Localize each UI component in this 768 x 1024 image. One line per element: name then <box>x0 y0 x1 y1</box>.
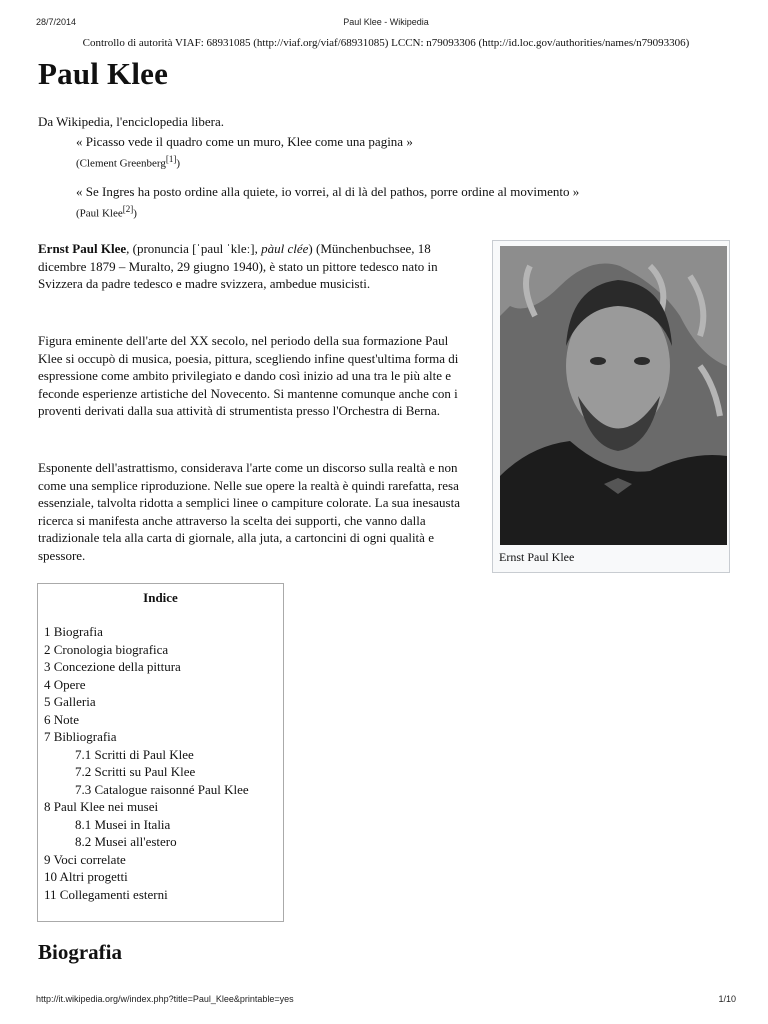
toc-item[interactable]: 11 Collegamenti esterni <box>44 886 168 902</box>
reference-link[interactable]: [1] <box>165 154 177 164</box>
toc-subitem[interactable]: 7.2 Scritti su Paul Klee <box>75 764 196 779</box>
page-title: Paul Klee <box>38 56 169 91</box>
portrait-thumbnail <box>492 240 730 573</box>
print-page-title: Paul Klee - Wikipedia <box>343 17 429 27</box>
from-wikipedia: Da Wikipedia, l'enciclopedia libera. <box>38 114 225 129</box>
authority-control[interactable]: Controllo di autorità VIAF: 68931085 (http://viaf.org/viaf/68931085) LCCN: n79093306 (http://id.loc.gov/authorities/names/n79093306) <box>82 37 690 49</box>
quote-klee-citation <box>76 204 137 220</box>
toc-title: Indice <box>143 590 178 605</box>
toc-subitem[interactable]: 7.3 Catalogue raisonné Paul Klee <box>75 781 249 797</box>
toc-item[interactable]: 7 Bibliografia <box>44 729 117 744</box>
subject-name: Ernst Paul Klee <box>38 241 127 256</box>
print-footer <box>36 994 736 1006</box>
citation-close: ) <box>133 207 137 220</box>
section-heading-biografia: Biografia <box>38 940 122 964</box>
table-of-contents <box>37 583 284 922</box>
citation-close: ) <box>176 157 181 170</box>
print-header <box>36 17 736 29</box>
thumbnail-caption: Ernst Paul Klee <box>499 550 575 564</box>
quote-klee: « Se Ingres ha posto ordine alla quiete, io vorrei, al di là del pathos, porre ordine al movimento » <box>76 184 580 199</box>
toc-item[interactable]: 10 Altri progetti <box>44 869 128 884</box>
reference-link[interactable]: [2] <box>122 204 134 214</box>
toc-subitem[interactable]: 8.2 Musei all'estero <box>75 834 177 849</box>
pronunciation-italian: pàul clée <box>261 241 309 256</box>
body-paragraph: Esponente dell'astrattismo, considerava l'arte come un discorso sulla realtà e non come una semplice riproduzione. Nelle sue opere la realtà è quindi rarefatta, resa essenziale, talvolta ridotta a semplici linee o campiture colorate. La sua inesausta ricerca si manifesta anche attraverso la scelta dei supporti, che vanno dalla tradizionale tela alla carta di giornale, alla juta, a cartoncini di ogni qualità e spessore. <box>38 460 460 563</box>
portrait-photo[interactable] <box>500 246 727 545</box>
citation-author: (Paul Klee <box>76 207 123 220</box>
intro-paragraph <box>38 240 468 293</box>
print-url: http://it.wikipedia.org/w/index.php?title=Paul_Klee&printable=yes <box>36 994 294 1004</box>
intro-text: ) (Münchenbuchsee, 18 dicembre 1879 – Muralto, 29 giugno 1940), è stato un pittore tedesco nato in Svizzera da padre tedesco e madre svizzera, ambedue musicisti. <box>38 241 438 291</box>
toc-item[interactable]: 3 Concezione della pittura <box>44 659 181 674</box>
toc-subitem[interactable]: 8.1 Musei in Italia <box>75 816 171 832</box>
body-paragraph: Figura eminente dell'arte del XX secolo, nel periodo della sua formazione Paul Klee si occupò di musica, poesia, pittura, scegliendo infine quest'ultima forma di espressione come ambito privilegiato e dando così inizio ad una tra le più alte e feconde esperienze artistiche del Novecento. Si mantenne comunque anche con i proventi derivati dalla sua attività di strumentista presso l'Orchestra di Berna. <box>38 333 459 418</box>
page-number: 1/10 <box>718 994 736 1004</box>
intro-pronunciation: , (pronuncia [ˈpaul ˈkleː], <box>126 241 262 256</box>
toc-item[interactable]: 8 Paul Klee nei musei <box>44 799 159 814</box>
toc-item[interactable]: 9 Voci correlate <box>44 851 126 867</box>
toc-item[interactable]: 5 Galleria <box>44 694 96 709</box>
toc-list <box>44 623 249 903</box>
quote-greenberg-citation <box>76 154 180 170</box>
quote-greenberg: « Picasso vede il quadro come un muro, Klee come una pagina » <box>76 134 413 149</box>
toc-item[interactable]: 6 Note <box>44 711 80 727</box>
citation-author: (Clement Greenberg <box>76 157 166 170</box>
toc-item[interactable]: 2 Cronologia biografica <box>44 641 169 657</box>
print-date: 28/7/2014 <box>36 17 77 27</box>
toc-item[interactable]: 1 Biografia <box>44 624 103 639</box>
toc-subitem[interactable]: 7.1 Scritti di Paul Klee <box>75 746 194 762</box>
portrait-image <box>500 246 727 545</box>
toc-item[interactable]: 4 Opere <box>44 676 86 692</box>
